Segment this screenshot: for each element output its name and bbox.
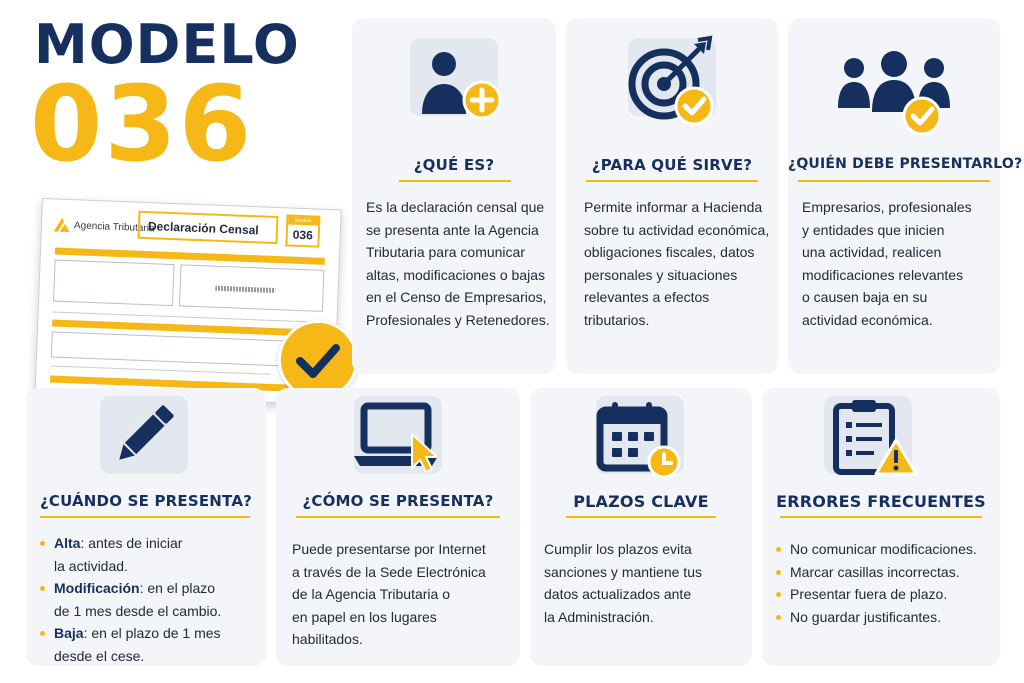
body-line: relevantes a efectos bbox=[584, 289, 710, 305]
laptop-cursor-icon bbox=[350, 398, 450, 478]
body-line: una actividad, realicen bbox=[802, 244, 942, 260]
list-item: Marcar casillas incorrectas. bbox=[776, 561, 977, 584]
form-code-tag: Modelo bbox=[288, 216, 318, 225]
hero-title: MODELO bbox=[34, 13, 300, 76]
list-item bbox=[40, 622, 221, 645]
body-line: Puede presentarse por Internet bbox=[292, 541, 486, 557]
item-label: Modificación bbox=[54, 580, 140, 596]
body-line: Es la declaración censal que bbox=[366, 199, 545, 215]
body-line: o causen baja en su bbox=[802, 289, 928, 305]
title-underline bbox=[586, 180, 758, 182]
card-body bbox=[544, 538, 702, 628]
card-title: PLAZOS CLAVE bbox=[573, 492, 709, 511]
list-item: No guardar justificantes. bbox=[776, 606, 977, 629]
card-title: ¿CUÁNDO SE PRESENTA? bbox=[39, 492, 253, 510]
card-para-que-sirve bbox=[566, 18, 778, 374]
body-line: a través de la Sede Electrónica bbox=[292, 563, 486, 580]
body-line: modificaciones relevantes bbox=[802, 266, 964, 283]
body-line: altas, modificaciones o bajas bbox=[366, 266, 545, 283]
body-line: tributarios. bbox=[584, 311, 650, 328]
form-code-box bbox=[285, 214, 320, 247]
target-check-icon bbox=[618, 32, 728, 132]
item-text: : en el plazo de 1 mes bbox=[83, 625, 221, 641]
item-continuation: la actividad. bbox=[54, 557, 128, 574]
body-line: datos actualizados ante bbox=[544, 586, 692, 602]
card-que-es bbox=[352, 18, 556, 374]
form-code: 036 bbox=[292, 227, 314, 243]
card-plazos-clave bbox=[530, 388, 752, 666]
clipboard-warning-icon bbox=[824, 396, 924, 480]
card-errores-frecuentes bbox=[762, 388, 1000, 666]
body-line: sobre tu actividad económica, bbox=[584, 221, 770, 238]
group-check-icon bbox=[834, 46, 954, 136]
card-como-se-presenta bbox=[276, 388, 520, 666]
card-body bbox=[292, 538, 486, 651]
title-underline bbox=[566, 516, 716, 518]
form-title: Declaración Censal bbox=[147, 219, 259, 238]
body-line: y entidades que inicien bbox=[802, 221, 945, 238]
list-item bbox=[40, 577, 221, 600]
form-line bbox=[51, 365, 271, 374]
title-underline bbox=[798, 180, 990, 182]
body-line: la Administración. bbox=[544, 608, 654, 625]
form-title-box bbox=[138, 211, 279, 244]
item-text: : antes de iniciar bbox=[80, 535, 183, 551]
body-line: en papel en los lugares bbox=[292, 608, 437, 625]
item-continuation: desde el cese. bbox=[54, 647, 145, 664]
card-cuando-se-presenta bbox=[26, 388, 266, 666]
card-title: ERRORES FRECUENTES bbox=[776, 492, 986, 511]
body-line: obligaciones fiscales, datos bbox=[584, 244, 755, 260]
agency-logo-icon bbox=[52, 215, 73, 234]
title-underline bbox=[296, 516, 500, 518]
item-label: Baja bbox=[54, 625, 84, 641]
item-label: Alta bbox=[54, 535, 81, 551]
card-body bbox=[366, 196, 550, 331]
body-line: habilitados. bbox=[292, 631, 363, 647]
card-title: ¿CÓMO SE PRESENTA? bbox=[302, 492, 494, 510]
body-line: sanciones y mantiene tus bbox=[544, 563, 702, 580]
body-line: Cumplir los plazos evita bbox=[544, 541, 692, 557]
hero-number: 036 bbox=[30, 63, 254, 185]
timing-list bbox=[40, 532, 221, 667]
card-quien-debe-presentarlo bbox=[788, 18, 1023, 374]
form-org: Agencia Tributaria bbox=[73, 220, 155, 235]
body-line: en el Censo de Empresarios, bbox=[366, 289, 547, 305]
title-underline bbox=[780, 516, 982, 518]
add-user-icon bbox=[410, 38, 510, 130]
list-item bbox=[40, 532, 221, 555]
title-underline bbox=[399, 180, 511, 182]
card-title: ¿PARA QUÉ SIRVE? bbox=[591, 156, 753, 174]
list-item: No comunicar modificaciones. bbox=[776, 538, 977, 561]
form-field-box bbox=[53, 260, 175, 307]
title-underline bbox=[40, 516, 250, 518]
body-line: se presenta ante la Agencia bbox=[366, 221, 539, 238]
pencil-icon bbox=[100, 396, 188, 474]
item-continuation: de 1 mes desde el cambio. bbox=[54, 602, 222, 619]
card-body bbox=[802, 196, 972, 331]
body-line: Permite informar a Hacienda bbox=[584, 199, 763, 215]
errors-list bbox=[776, 538, 977, 628]
body-line: de la Agencia Tributaria o bbox=[292, 586, 450, 602]
body-line: Empresarios, profesionales bbox=[802, 199, 972, 215]
card-title: ¿QUÉ ES? bbox=[413, 156, 495, 174]
body-line: personales y situaciones bbox=[584, 266, 738, 283]
card-title: ¿QUIÉN DEBE PRESENTARLO? bbox=[788, 156, 1023, 172]
calendar-clock-icon bbox=[590, 400, 690, 480]
item-text: : en el plazo bbox=[139, 580, 216, 596]
body-line: Profesionales y Retenedores. bbox=[366, 311, 550, 328]
body-line: actividad económica. bbox=[802, 311, 933, 328]
body-line: Tributaria para comunicar bbox=[366, 244, 525, 260]
list-item: Presentar fuera de plazo. bbox=[776, 583, 977, 606]
card-body bbox=[584, 196, 769, 331]
